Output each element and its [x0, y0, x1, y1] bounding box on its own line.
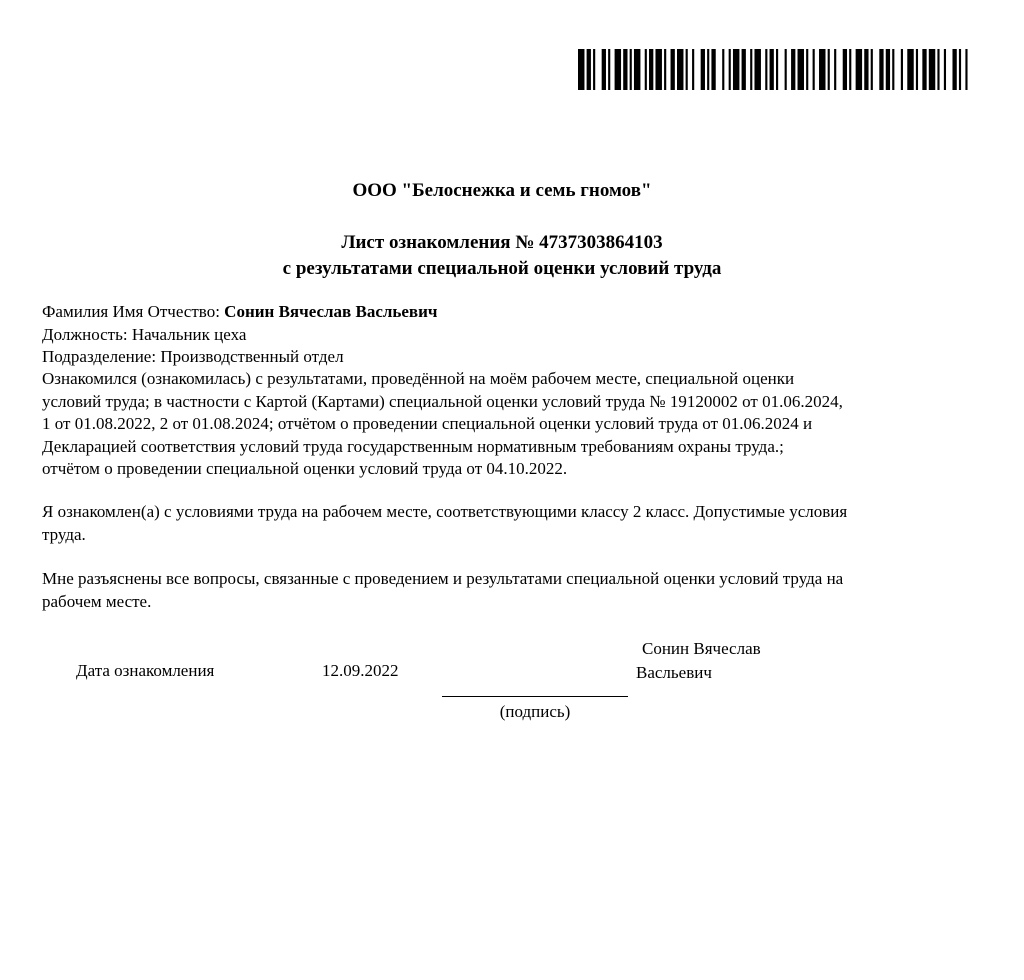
barcode-bar — [864, 49, 868, 90]
signature-line — [442, 696, 628, 697]
organization-name: ООО "Белоснежка и семь гномов" — [352, 180, 652, 201]
barcode-bar — [634, 49, 640, 90]
barcode-bar — [907, 49, 913, 90]
barcode-bar — [729, 49, 731, 90]
employee-name-value: Сонин Вячеслав Васльевич — [224, 302, 438, 321]
document-title-line-1: Лист ознакомления № 4737303864103 — [341, 232, 663, 253]
barcode-bar — [722, 49, 724, 90]
barcode-bar — [892, 49, 894, 90]
employee-department-row — [42, 346, 977, 369]
barcode-bar — [608, 49, 610, 90]
barcode-bar — [587, 49, 591, 90]
barcode-bar — [849, 49, 851, 90]
barcode-bar — [776, 49, 778, 90]
barcode-bar — [886, 49, 890, 90]
barcode-bar — [770, 49, 774, 90]
barcode-bar — [630, 49, 632, 90]
signature-caption: (подпись) — [499, 702, 571, 721]
barcode-bar — [602, 49, 606, 90]
barcode-bar — [785, 49, 787, 90]
signer-name — [636, 637, 761, 685]
employee-position-value: Начальник цеха — [131, 324, 247, 344]
barcode-bar — [733, 49, 739, 90]
conditions-line: Я ознакомлен(а) с условиями труда на рабочем месте, соответствующими классу 2 класс. Допустимые условия — [42, 502, 848, 521]
barcode-bar — [750, 49, 752, 90]
barcode-bar — [677, 49, 683, 90]
barcode-bar — [879, 49, 883, 90]
barcode-bar — [623, 49, 627, 90]
barcode-bar — [707, 49, 709, 90]
barcode-bar — [671, 49, 675, 90]
explained-line: рабочем месте. — [42, 591, 152, 611]
acquaintance-line: 1 от 01.08.2022, 2 от 01.08.2024; отчётом о проведении специальной оценки условий труда от 01.06.2024 и — [42, 414, 813, 433]
barcode-bar — [692, 49, 694, 90]
signer-name-line-1: Сонин Вячеслав — [642, 639, 761, 658]
barcode-bar — [901, 49, 903, 90]
conditions-paragraph — [42, 501, 977, 546]
acquaintance-date-label: Дата ознакомления — [76, 661, 215, 680]
acquaintance-line: Декларацией соответствия условий труда государственным нормативным требованиям охраны труда.; — [42, 436, 784, 456]
document-title-line-2: с результатами специальной оценки условий труда — [282, 258, 722, 279]
barcode-bar — [871, 49, 873, 90]
barcode-bar — [937, 49, 939, 90]
barcode-bar — [828, 49, 830, 90]
employee-info — [42, 301, 977, 369]
barcode-bar — [655, 49, 661, 90]
barcode-bar — [593, 49, 595, 90]
employee-department-value: Производственный отдел — [160, 347, 344, 366]
barcode-bar — [645, 49, 647, 90]
explained-line: Мне разъяснены все вопросы, связанные с проведением и результатами специальной оценки условий труда на — [42, 569, 844, 588]
barcode-bar — [929, 49, 935, 90]
barcode-bar — [578, 49, 584, 90]
acquaintance-line: условий труда; в частности с Картой (Картами) специальной оценки условий труда № 19120002 от 01.06.2024, — [42, 391, 843, 411]
barcode-bar — [819, 49, 825, 90]
barcode-bar — [922, 49, 926, 90]
barcode-bar — [806, 49, 808, 90]
barcode-icon — [578, 49, 974, 90]
barcode-bar — [701, 49, 705, 90]
employee-name-row — [42, 301, 977, 324]
barcode-bar — [916, 49, 918, 90]
barcode-bar — [765, 49, 767, 90]
explained-paragraph — [42, 568, 977, 613]
employee-name-label: Фамилия Имя Отчество: — [42, 302, 220, 321]
barcode-bar — [615, 49, 621, 90]
barcode-bar — [791, 49, 795, 90]
employee-position-label: Должность: — [42, 324, 128, 344]
barcode-bar — [952, 49, 956, 90]
conditions-line: труда. — [42, 524, 86, 544]
barcode-bar — [742, 49, 746, 90]
barcode-bar — [834, 49, 836, 90]
acquaintance-line: отчётом о проведении специальной оценки условий труда от 04.10.2022. — [42, 459, 568, 478]
acquaintance-paragraph — [42, 368, 977, 481]
barcode-bar — [664, 49, 666, 90]
barcode-bar — [944, 49, 946, 90]
barcode-bar — [959, 49, 961, 90]
barcode-bar — [798, 49, 804, 90]
barcode-bar — [965, 49, 967, 90]
barcode-bar — [686, 49, 688, 90]
barcode-bar — [711, 49, 715, 90]
acquaintance-date-value: 12.09.2022 — [322, 661, 399, 680]
document-title — [0, 230, 1004, 282]
barcode-bar — [843, 49, 847, 90]
barcode-bar — [856, 49, 862, 90]
barcode-bar — [649, 49, 653, 90]
barcode-bar — [813, 49, 815, 90]
barcode-bar — [754, 49, 760, 90]
signer-name-line-2: Васльевич — [636, 663, 712, 682]
acquaintance-line: Ознакомился (ознакомилась) с результатами, проведённой на моём рабочем месте, специальной оценки — [42, 369, 795, 388]
employee-position-row — [42, 324, 977, 347]
employee-department-label: Подразделение: — [42, 347, 157, 366]
